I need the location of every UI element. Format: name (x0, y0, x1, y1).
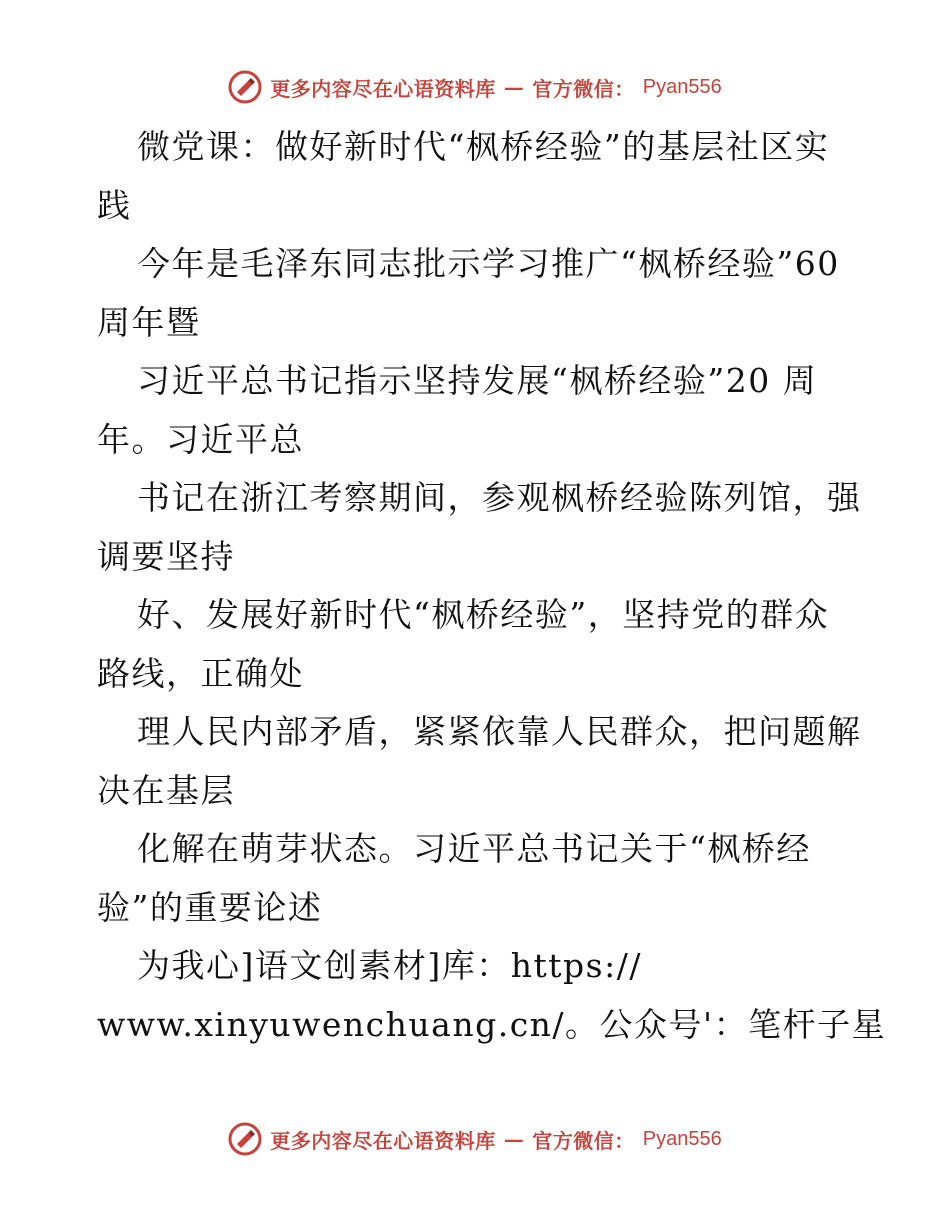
banner-wechat-label: 官方微信： (532, 1128, 635, 1153)
page-footer-banner (0, 1122, 950, 1156)
banner-wechat-label: 官方微信： (532, 76, 635, 101)
text-line: www.xinyuwenchuang.cn/。公众号'：笔杆子星 (97, 1004, 887, 1044)
banner-dash: — (503, 1127, 525, 1151)
text-line: 路线，正确处 (97, 653, 304, 693)
banner-wechat-id: Pyan556 (642, 1127, 722, 1150)
banner-wechat-id: Pyan556 (642, 75, 722, 98)
document-body (97, 118, 887, 1054)
text-line: 年。习近平总 (97, 419, 304, 459)
text-line: 化解在萌芽状态。习近平总书记关于“枫桥经 (137, 829, 811, 868)
page-header-banner (0, 70, 950, 104)
text-line: 书记在浙江考察期间，参观枫桥经验陈列馆，强 (137, 478, 862, 517)
text-line: 践 (97, 185, 132, 225)
banner-site-text: 更多内容尽在心语资料库 (270, 1128, 496, 1153)
text-line: 验”的重要论述 (97, 887, 323, 927)
text-line: 微党课：做好新时代“枫桥经验”的基层社区实 (137, 127, 830, 166)
text-line: 理人民内部矛盾，紧紧依靠人民群众，把问题解 (137, 712, 862, 751)
text-line: 决在基层 (97, 770, 235, 810)
text-line: 调要坚持 (97, 536, 235, 576)
text-line: 习近平总书记指示坚持发展“枫桥经验”20 周 (137, 361, 818, 400)
banner-site-text: 更多内容尽在心语资料库 (270, 76, 496, 101)
banner-dash: — (503, 75, 525, 99)
text-line: 今年是毛泽东同志批示学习推广“枫桥经验”60 (137, 244, 840, 283)
text-line: 好、发展好新时代“枫桥经验”，坚持党的群众 (137, 595, 830, 634)
brand-logo-icon (228, 70, 262, 104)
brand-logo-icon (228, 1122, 262, 1156)
text-line: 为我心]语文创素材]库：https:// (137, 946, 642, 985)
text-line: 周年暨 (97, 302, 201, 342)
